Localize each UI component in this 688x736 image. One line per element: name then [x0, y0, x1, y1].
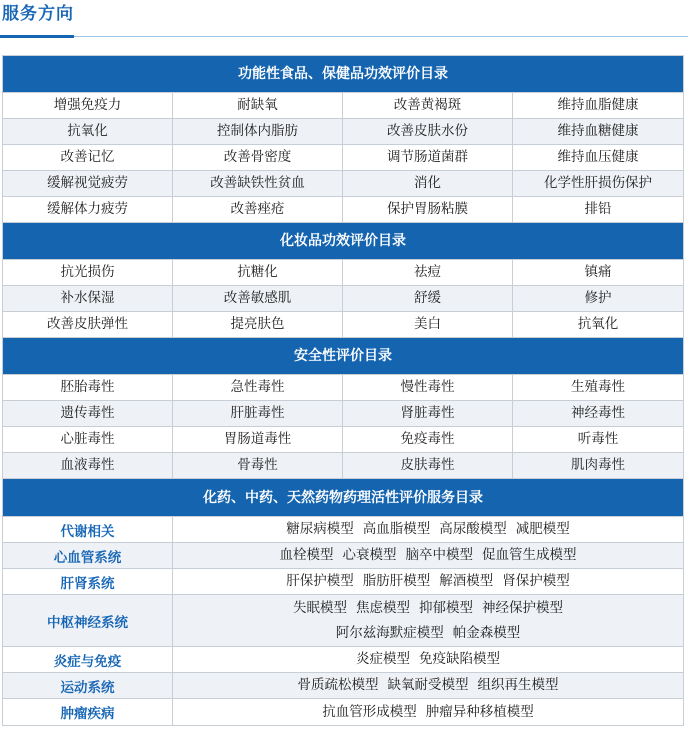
category-row	[3, 517, 683, 543]
grid-cell: 肝脏毒性	[173, 401, 343, 427]
category-models	[173, 673, 683, 698]
category-row	[3, 595, 683, 647]
model-item: 组织再生模型	[477, 677, 559, 693]
model-item: 帕金森模型	[452, 624, 521, 641]
grid-cell: 慢性毒性	[343, 375, 513, 401]
model-item: 抗血管形成模型	[322, 703, 417, 720]
model-item: 免疫缺陷模型	[419, 651, 500, 667]
grid-cell: 保护胃肠粘膜	[343, 197, 513, 223]
pharmacology-list	[3, 517, 683, 725]
grid-cell: 抗光损伤	[3, 260, 173, 286]
model-line	[293, 596, 563, 621]
model-item: 肝保护模型	[286, 573, 354, 589]
grid-cell: 镇痛	[513, 260, 683, 286]
category-label: 肿瘤疾病	[3, 699, 173, 725]
grid-cell: 化学性肝损伤保护	[513, 171, 683, 197]
category-models	[173, 517, 683, 542]
section-header-cosmetics: 化妆品功效评价目录	[3, 223, 683, 260]
category-label: 炎症与免疫	[3, 647, 173, 672]
grid-cell: 修护	[513, 286, 683, 312]
model-item: 脂肪肝模型	[362, 573, 431, 589]
grid-cell: 美白	[343, 312, 513, 338]
section-header-functional-food: 功能性食品、保健品功效评价目录	[3, 56, 683, 93]
grid-cell: 免疫毒性	[343, 427, 513, 453]
functional-food-grid	[3, 93, 683, 223]
grid-cell: 皮肤毒性	[343, 453, 513, 479]
page-title: 服务方向	[2, 4, 74, 24]
model-item: 脑卒中模型	[405, 547, 473, 563]
section-header-safety: 安全性评价目录	[3, 338, 683, 375]
model-item: 高尿酸模型	[439, 521, 507, 537]
grid-cell: 胃肠道毒性	[173, 427, 343, 453]
model-item: 失眠模型	[293, 599, 347, 616]
section-header-pharmacology: 化药、中药、天然药物药理活性评价服务目录	[3, 479, 683, 517]
grid-cell: 骨毒性	[173, 453, 343, 479]
grid-cell: 肌肉毒性	[513, 453, 683, 479]
grid-cell: 血液毒性	[3, 453, 173, 479]
model-item: 高血脂模型	[362, 521, 431, 537]
grid-cell: 缓解视觉疲劳	[3, 171, 173, 197]
grid-cell: 耐缺氧	[173, 93, 343, 119]
model-item: 骨质疏松模型	[297, 677, 379, 693]
grid-cell: 维持血糖健康	[513, 119, 683, 145]
cosmetics-grid	[3, 260, 683, 338]
model-item: 焦虑模型	[356, 599, 410, 616]
category-models	[173, 699, 683, 725]
page-header	[0, 0, 688, 37]
model-item: 抑郁模型	[419, 599, 473, 616]
grid-cell: 听毒性	[513, 427, 683, 453]
model-item: 炎症模型	[356, 651, 410, 667]
model-item: 肿瘤异种移植模型	[425, 703, 534, 720]
grid-cell: 祛痘	[343, 260, 513, 286]
model-item: 心衰模型	[342, 547, 397, 563]
grid-cell: 缓解体力疲劳	[3, 197, 173, 223]
title-underline	[0, 35, 74, 38]
model-item: 肾保护模型	[502, 573, 570, 589]
model-item: 促血管生成模型	[482, 547, 577, 563]
grid-cell: 排铅	[513, 197, 683, 223]
category-label: 代谢相关	[3, 517, 173, 542]
model-item: 神经保护模型	[482, 599, 563, 616]
grid-cell: 生殖毒性	[513, 375, 683, 401]
grid-cell: 改善缺铁性贫血	[173, 171, 343, 197]
grid-cell: 抗糖化	[173, 260, 343, 286]
model-item: 血栓模型	[279, 547, 334, 563]
category-row	[3, 647, 683, 673]
grid-cell: 急性毒性	[173, 375, 343, 401]
category-row	[3, 569, 683, 595]
category-row	[3, 673, 683, 699]
model-line	[280, 543, 577, 568]
model-line	[336, 621, 521, 646]
grid-cell: 消化	[343, 171, 513, 197]
grid-cell: 控制体内脂肪	[173, 119, 343, 145]
grid-cell: 调节肠道菌群	[343, 145, 513, 171]
grid-cell: 遗传毒性	[3, 401, 173, 427]
grid-cell: 改善黄褐斑	[343, 93, 513, 119]
grid-cell: 维持血压健康	[513, 145, 683, 171]
grid-cell: 补水保湿	[3, 286, 173, 312]
grid-cell: 增强免疫力	[3, 93, 173, 119]
grid-cell: 改善皮肤弹性	[3, 312, 173, 338]
grid-cell: 神经毒性	[513, 401, 683, 427]
model-line	[298, 673, 559, 698]
category-models	[173, 569, 683, 594]
service-directory-table	[2, 55, 684, 726]
grid-cell: 维持血脂健康	[513, 93, 683, 119]
category-models	[173, 543, 683, 568]
grid-cell: 胚胎毒性	[3, 375, 173, 401]
model-line	[286, 517, 570, 542]
grid-cell: 改善记忆	[3, 145, 173, 171]
model-line	[322, 700, 534, 725]
category-row	[3, 699, 683, 725]
safety-grid	[3, 375, 683, 479]
model-line	[356, 647, 500, 672]
category-label: 肝肾系统	[3, 569, 173, 594]
grid-cell: 抗氧化	[3, 119, 173, 145]
category-label: 运动系统	[3, 673, 173, 698]
model-item: 阿尔兹海默症模型	[335, 624, 444, 641]
category-row	[3, 543, 683, 569]
model-item: 糖尿病模型	[286, 521, 354, 537]
grid-cell: 舒缓	[343, 286, 513, 312]
grid-cell: 改善敏感肌	[173, 286, 343, 312]
category-label: 心血管系统	[3, 543, 173, 568]
model-item: 解酒模型	[439, 573, 494, 589]
category-models	[173, 595, 683, 646]
model-item: 减肥模型	[515, 521, 570, 537]
grid-cell: 改善皮肤水份	[343, 119, 513, 145]
category-label: 中枢神经系统	[3, 595, 173, 646]
model-line	[286, 569, 570, 594]
grid-cell: 心脏毒性	[3, 427, 173, 453]
category-models	[173, 647, 683, 672]
model-item: 缺氧耐受模型	[387, 677, 469, 693]
grid-cell: 提亮肤色	[173, 312, 343, 338]
grid-cell: 改善痤疮	[173, 197, 343, 223]
grid-cell: 肾脏毒性	[343, 401, 513, 427]
grid-cell: 改善骨密度	[173, 145, 343, 171]
grid-cell: 抗氧化	[513, 312, 683, 338]
